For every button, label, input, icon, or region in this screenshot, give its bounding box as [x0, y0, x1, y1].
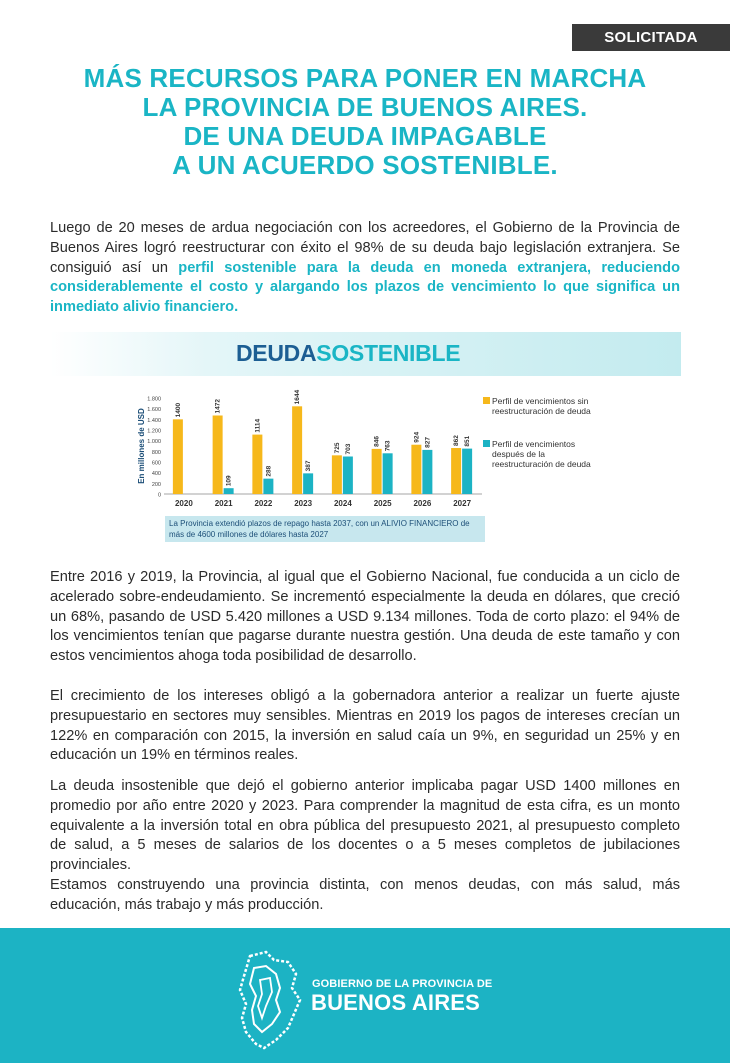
footer-band: [0, 928, 730, 1063]
y-tick-label: 400: [151, 471, 161, 478]
y-tick-label: 800: [151, 449, 161, 456]
intro-highlight: perfil sostenible para la deuda en moneda extranjera, reduciendo considerablemente el costo y alargando los plazos de vencimiento lo que significa un inmediato alivio financiero.: [50, 259, 680, 316]
bar-value-label: 862: [453, 435, 461, 447]
bar-value-label: 288: [265, 465, 273, 477]
legend-swatch-yellow: [483, 397, 490, 404]
province-map-icon: [236, 948, 304, 1052]
bar-value-label: 1400: [174, 402, 182, 418]
y-tick-label: 0: [157, 492, 161, 499]
legend-label-without-restructuring: Perfil de vencimientos sin reestructuración de deuda: [492, 396, 591, 416]
intro-paragraph: [50, 219, 680, 318]
y-tick-label: 200: [151, 481, 161, 488]
intro-text: Luego de 20 meses de ardua negociación con los acreedores, el Gobierno de la Provincia de Buenos Aires logró reestructurar con éxito el 98% de su deuda bajo legislación extranjera. Se consiguió así un: [50, 220, 680, 276]
bar-value-label: 1644: [294, 389, 302, 405]
paragraph-2: El crecimiento de los intereses obligó a la gobernadora anterior a realizar un fuerte ajuste presupuestario en sectores muy sensibles. Mientras en 2019 los pagos de intereses crecían un 122% en comparación con 2015, la inversión en salud caía un 9%, en seguridad un 25% y en educación un 19% en términos reales.: [50, 688, 680, 764]
bar-value-label: 387: [305, 460, 313, 472]
bar-value-label: 827: [424, 437, 432, 448]
bar-value-label: 851: [464, 435, 472, 447]
page-headline: [40, 64, 690, 180]
headline-line-2: LA PROVINCIA DE BUENOS AIRES.: [142, 92, 588, 122]
footer-line-buenos-aires: BUENOS AIRES: [311, 990, 481, 1015]
bar-without-restructuring: [252, 435, 262, 494]
paragraph-1: Entre 2016 y 2019, la Provincia, al igual que el Gobierno Nacional, fue conducida a un ciclo de acelerado sobre-endeudamiento. Se incrementó especialmente la deuda en dólares, que creció un 68%, pasando de USD 5.420 millones a USD 9.134 millones. Toda de corto plazo: el 94% de los vencimientos tenían que pagarse durante nuestra gestión. Una deuda de este tamaño y con estos vencimientos ahoga toda posibilidad de desarrollo.: [50, 569, 680, 665]
y-tick-label: 1.200: [147, 428, 161, 435]
banner-title-deuda: DEUDA: [236, 340, 317, 366]
bar-value-label: 703: [344, 443, 352, 455]
bar-after-restructuring: [224, 488, 234, 494]
x-tick-label: 2026: [413, 499, 432, 508]
legend-item-after-restructuring: [492, 439, 602, 469]
x-tick-label: 2020: [174, 499, 193, 508]
bar-value-label: 924: [413, 431, 421, 443]
section-banner: [50, 332, 681, 376]
footer-line-gobierno: GOBIERNO DE LA PROVINCIA DE: [312, 978, 493, 990]
bar-after-restructuring: [303, 473, 313, 494]
bar-without-restructuring: [332, 455, 342, 494]
bar-value-label: 1472: [214, 399, 222, 414]
y-tick-label: 600: [151, 460, 161, 467]
bar-after-restructuring: [462, 449, 472, 494]
x-tick-label: 2024: [333, 499, 352, 508]
paragraph-3: La deuda insostenible que dejó el gobierno anterior implicaba pagar USD 1400 millones en promedio por año entre 2020 y 2023. Para comprender la magnitud de esta cifra, es un monto equivalente a la inversión total en obra pública del presupuesto 2021, al presupuesto completo de salud, a 5 meses de salarios de los docentes o a 5 meses completos de jubilaciones provinciales.: [50, 778, 680, 874]
x-tick-label: 2027: [453, 499, 472, 508]
headline-line-1: MÁS RECURSOS PARA PONER EN MARCHA: [83, 63, 647, 93]
solicitada-badge: SOLICITADA: [572, 24, 730, 51]
y-tick-label: 1.000: [147, 439, 161, 446]
banner-title: [236, 340, 460, 367]
paragraph-4: Estamos construyendo una provincia distinta, con menos deudas, con más salud, más educación, más trabajo y más producción.: [50, 877, 680, 913]
legend-label-after-restructuring: Perfil de vencimientos después de la reestructuración de deuda: [492, 439, 591, 469]
headline-line-3: DE UNA DEUDA IMPAGABLE: [183, 121, 547, 151]
bar-without-restructuring: [292, 406, 302, 494]
bar-value-label: 763: [384, 440, 392, 452]
bar-value-label: 725: [333, 442, 341, 454]
bar-value-label: 109: [225, 475, 233, 487]
bar-value-label: 846: [373, 436, 381, 447]
y-tick-label: 1.400: [147, 417, 161, 424]
y-tick-label: 1.600: [147, 407, 161, 414]
bar-without-restructuring: [213, 415, 223, 494]
y-axis-label: En millones de USD: [137, 408, 146, 484]
bar-without-restructuring: [451, 448, 461, 494]
headline-line-4: A UN ACUERDO SOSTENIBLE.: [172, 150, 558, 180]
x-tick-label: 2021: [214, 499, 233, 508]
bar-after-restructuring: [263, 479, 273, 494]
x-tick-label: 2022: [254, 499, 273, 508]
bar-after-restructuring: [422, 450, 432, 494]
bar-without-restructuring: [173, 419, 183, 494]
legend-swatch-teal: [483, 440, 490, 447]
bar-without-restructuring: [411, 445, 421, 494]
banner-title-sostenible: SOSTENIBLE: [316, 340, 461, 366]
bar-value-label: 1114: [254, 418, 262, 433]
legend-item-without-restructuring: [492, 396, 602, 416]
bar-after-restructuring: [383, 453, 393, 494]
y-tick-label: 1.800: [147, 396, 161, 403]
bar-after-restructuring: [343, 457, 353, 494]
x-tick-label: 2025: [373, 499, 392, 508]
x-tick-label: 2023: [294, 499, 313, 508]
bar-without-restructuring: [372, 449, 382, 494]
chart-note: La Provincia extendió plazos de repago hasta 2037, con un ALIVIO FINANCIERO de más de 4600 millones de dólares hasta 2027: [165, 516, 485, 542]
